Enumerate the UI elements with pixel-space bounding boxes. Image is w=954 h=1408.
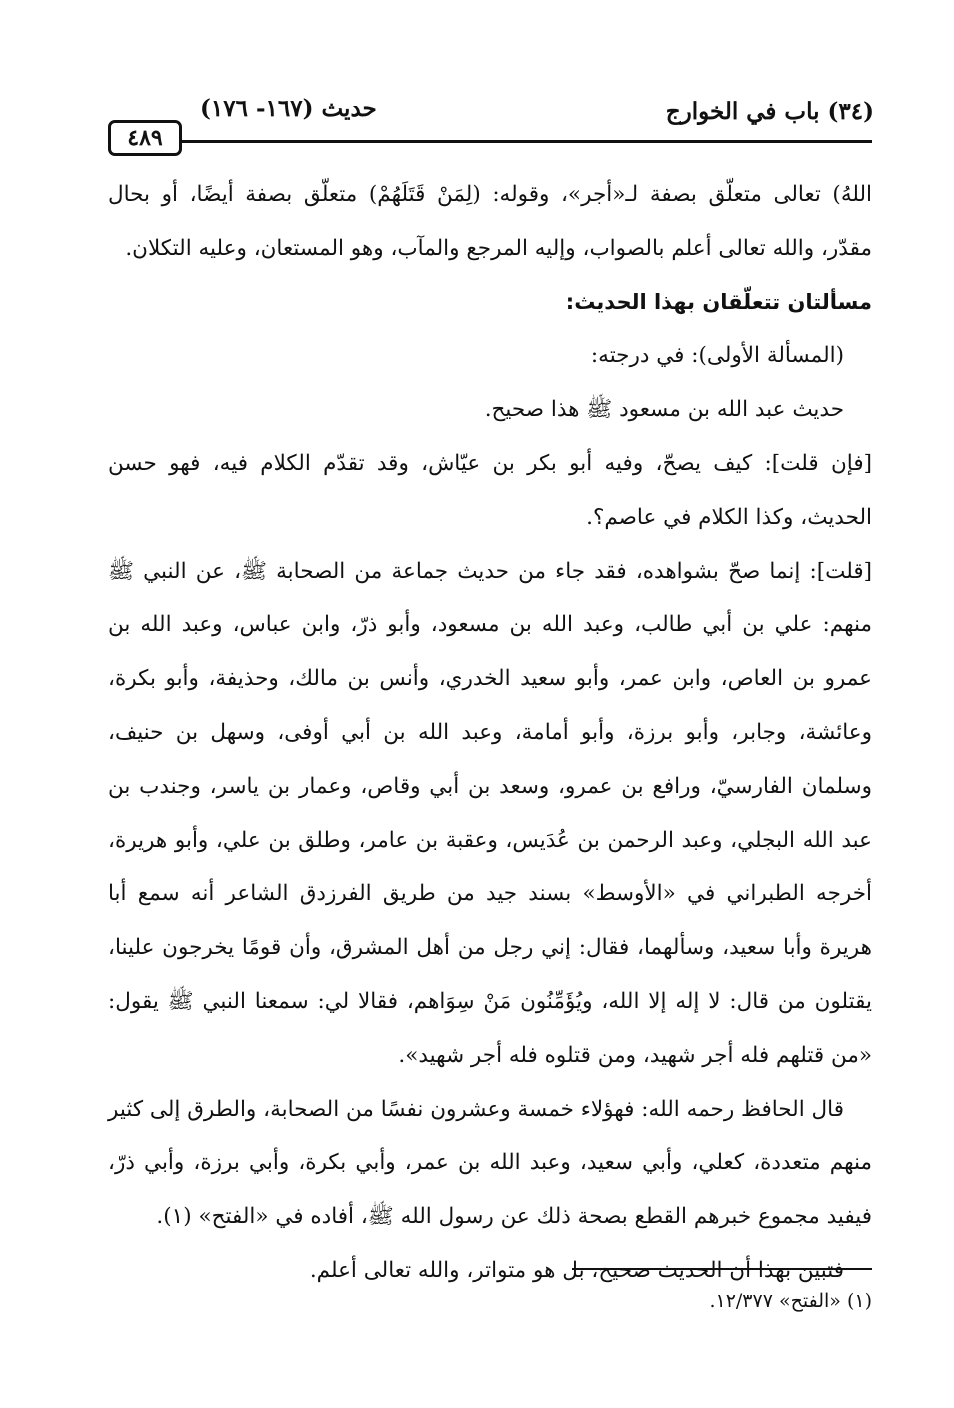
paragraph-conclusion: فتبين بهذا أن الحديث صحيح، بل هو متواتر، والله تعالى أعلم. bbox=[309, 1257, 844, 1283]
page-number-text: ٤٨٩ bbox=[127, 125, 163, 151]
chapter-title: (٣٤) باب في الخوارج bbox=[665, 98, 874, 125]
paragraph-objection: [فإن قلت]: كيف يصحّ، وفيه أبو بكر بن عيّاش، وقد تقدّم الكلام فيه، فهو حسن الحديث، وكذا الكلام في عاصم؟. bbox=[108, 450, 872, 530]
paragraph-answer: [قلت]: إنما صحّ بشواهده، فقد جاء من حديث جماعة من الصحابة ﷺ، عن النبي ﷺ منهم: علي بن أبي طالب، وعبد الله بن مسعود، وأبو ذرّ، وابن عباس، وعبد الله بن عمرو بن العاص، وابن عمر، وأبو سعيد الخدري، وأنس بن مالك، وحذيفة، وأبو بكرة، وعائشة، وجابر، وأبو برزة، وأبو أمامة، وعبد الله بن أبي أوفى، وسهل بن حنيف، وسلمان الفارسيّ، ورافع بن عمرو، وسعد بن أبي وقاص، وعمار بن ياسر، وجندب بن عبد الله البجلي، وعبد الرحمن بن عُدَيس، وعقبة بن عامر، وطلق بن علي، وأبو هريرة، أخرجه الطبراني في «الأوسط» بسند جيد من طريق الفرزدق الشاعر أنه سمع أبا هريرة وأبا سعيد، وسألهما، فقال: إني رجل من أهل المشرق، وأن قومًا يخرجون علينا، يقتلون من قال: لا إله إلا الله، ويُؤَمِّنُون مَنْ سِوَاهم، فقالا لي: سمعنا النبي ﷺ يقول: «من قتلهم فله أجر شهيد، ومن قتلوه فله أجر شهيد». bbox=[108, 558, 872, 1068]
section-heading: مسألتان تتعلّقان بهذا الحديث: bbox=[565, 289, 872, 314]
main-text bbox=[108, 168, 872, 1298]
header-rule bbox=[182, 140, 872, 143]
footnote-rule bbox=[572, 1268, 872, 1270]
paragraph-issue-one: (المسألة الأولى): في درجته: bbox=[590, 343, 844, 369]
hadith-range: حديث (١٦٧- ١٧٦) bbox=[200, 95, 377, 122]
page-number bbox=[108, 120, 182, 156]
footnote: (١) «الفتح» ١٢/٣٧٧. bbox=[709, 1290, 872, 1312]
paragraph-hafiz: قال الحافظ رحمه الله: فهؤلاء خمسة وعشرون نفسًا من الصحابة، والطرق إلى كثير منهم متعددة، كعلي، وأبي سعيد، وعبد الله بن عمر، وأبي بكرة، وأبي برزة، وأبي ذرّ، فيفيد مجموع خبرهم القطع بصحة ذلك عن رسول الله ﷺ، أفاده في «الفتح» (١). bbox=[108, 1096, 872, 1230]
paragraph-grading: حديث عبد الله بن مسعود ﷺ هذا صحيح. bbox=[484, 397, 844, 423]
paragraph-1: اللهُ) تعالى متعلّق بصفة لـ«أجر»، وقوله: (لِمَنْ قَتَلَهُمْ) متعلّق بصفة أيضًا، أو بحال مقدّر، والله تعالى أعلم بالصواب، وإليه المرجع والمآب، وهو المستعان، وعليه التكلان. bbox=[108, 182, 872, 261]
